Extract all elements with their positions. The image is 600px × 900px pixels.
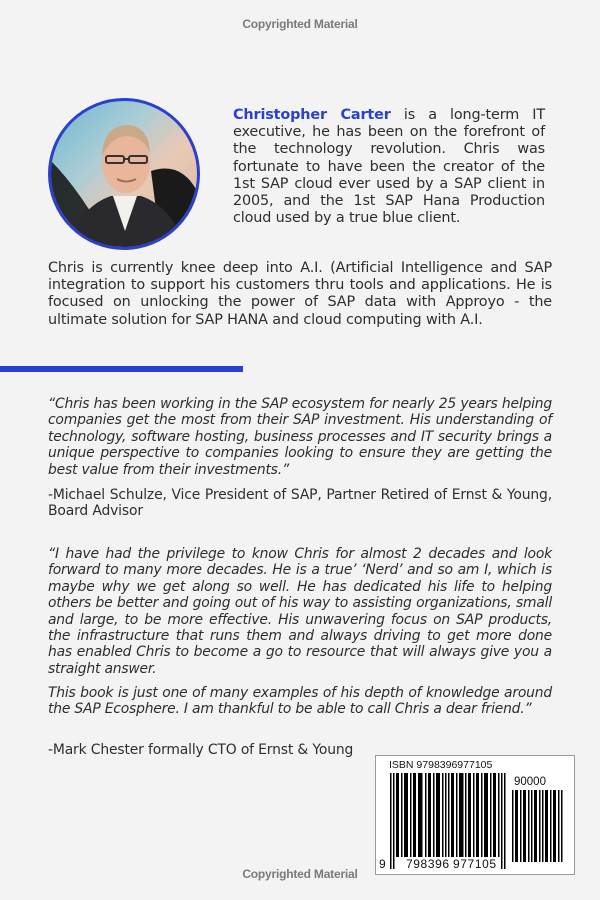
author-bio-paragraph: Chris is currently knee deep into A.I. (Artificial Intelligence and SAP integration to support his customers thru tools and applications. He is focused on unlocking the power of SAP data with Approyo - the ultimate solution for SAP HANA and cloud computing with A.I. bbox=[48, 260, 552, 328]
author-portrait-icon bbox=[51, 101, 197, 247]
testimonial-quote-2: “I have had the privilege to know Chris for almost 2 decades and look forward to many more decades. He is a true’ ‘Nerd’ and so am I, which is maybe why we get along so well. He has dedicated his life to helping others be better and going out of his way to assisting organizations, small and large, to be more effective. His unwavering focus on SAP products, the infrastructure that runs them and always driving to get more done has enabled Chris to become a go to resource that will always give you a straight answer. bbox=[48, 546, 552, 677]
testimonial-attribution-2: -Mark Chester formally CTO of Ernst & Young bbox=[48, 742, 354, 758]
barcode-digits-left: 798396 bbox=[406, 857, 450, 871]
barcode-digit-first: 9 bbox=[379, 857, 386, 871]
addon-barcode-icon bbox=[512, 790, 564, 862]
isbn-barcode bbox=[375, 755, 575, 875]
testimonial-attribution-1: -Michael Schulze, Vice President of SAP, Partner Retired of Ernst & Young, Board Advisor bbox=[48, 487, 552, 520]
isbn-label: ISBN 9798396977105 bbox=[389, 759, 493, 771]
testimonial-quote-2-continued: This book is just one of many examples of his depth of knowledge around the SAP Ecosphere. I am thankful to be able to call Chris a dear friend.” bbox=[48, 685, 552, 718]
author-name: Christopher Carter bbox=[233, 107, 391, 123]
author-bio-intro bbox=[233, 107, 545, 227]
barcode-addon-code: 90000 bbox=[514, 776, 546, 788]
testimonial-quote-1: “Chris has been working in the SAP ecosystem for nearly 25 years helping companies get the most from their SAP investment. His understanding of technology, software hosting, business processes and IT security brings a unique perspective to companies looking to ensure they are getting the best value from their investments.” bbox=[48, 396, 552, 478]
author-avatar bbox=[48, 98, 200, 250]
copyright-watermark-bottom: Copyrighted Material bbox=[242, 867, 358, 881]
ean-barcode-icon bbox=[390, 773, 506, 869]
author-bio-intro-text: is a long-term IT executive, he has been on the forefront of the technology revolution. Chris was fortunate to have been the creator of the 1st SAP cloud ever used by a SAP client in 2005, and the 1st SAP Hana Production cloud used by a true blue client. bbox=[233, 107, 545, 227]
barcode-digits-right: 977105 bbox=[453, 857, 497, 871]
section-divider bbox=[0, 366, 243, 372]
copyright-watermark-top: Copyrighted Material bbox=[242, 17, 358, 31]
